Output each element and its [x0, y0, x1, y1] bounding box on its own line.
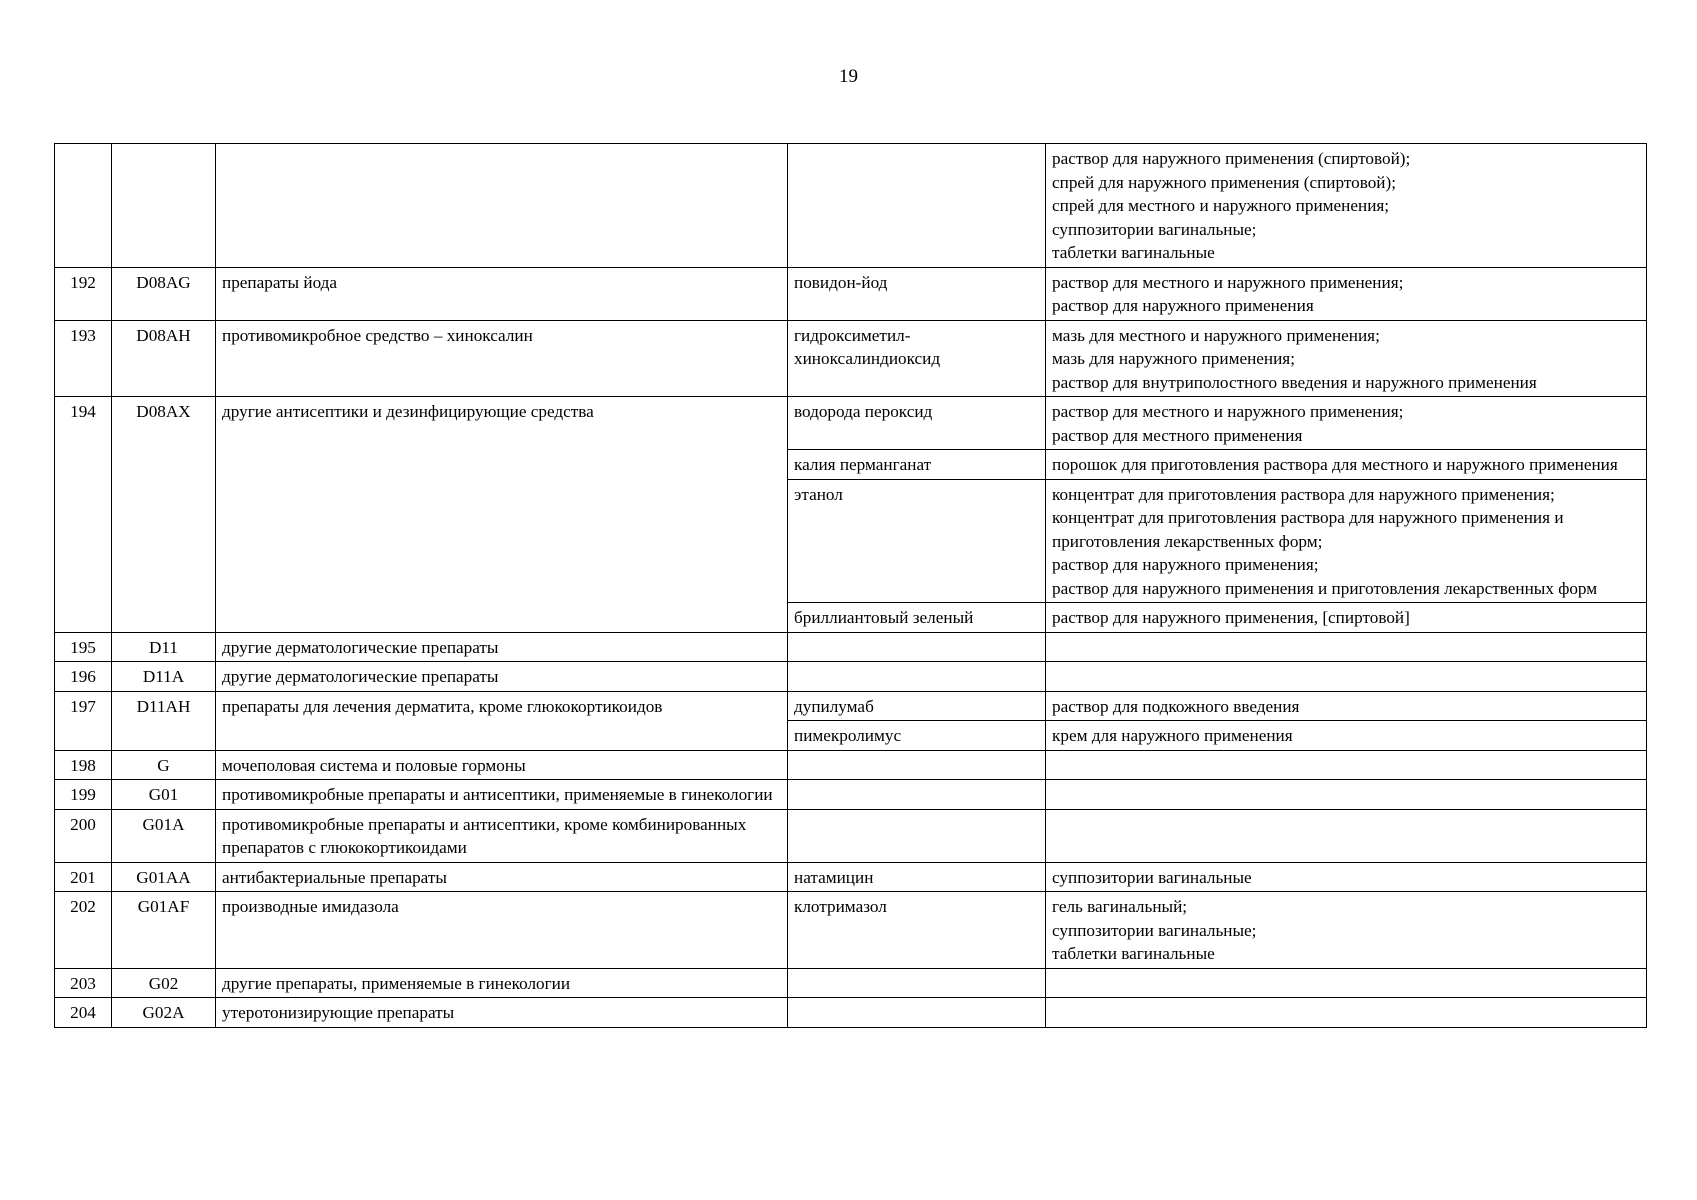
- dosage-form-cell: раствор для наружного применения (спиртовой); спрей для наружного применения (спиртовой); спрей для местного и наружного применения; суппозитории вагинальные; таблетки вагинальные: [1046, 144, 1647, 268]
- atc-code-cell: D08AX: [112, 397, 216, 633]
- drug-cell: повидон-йод: [788, 267, 1046, 320]
- atc-code-cell: G02: [112, 968, 216, 998]
- atc-code-cell: D11: [112, 632, 216, 662]
- drug-cell: [788, 780, 1046, 810]
- table-row: [55, 892, 1647, 969]
- dosage-form-cell: раствор для подкожного введения: [1046, 691, 1647, 721]
- row-number-cell: 199: [55, 780, 112, 810]
- row-number-cell: 195: [55, 632, 112, 662]
- drug-cell: [788, 662, 1046, 692]
- group-cell: производные имидазола: [216, 892, 788, 969]
- atc-code-cell: G01AF: [112, 892, 216, 969]
- drug-cell: [788, 968, 1046, 998]
- group-cell: противомикробные препараты и антисептики, применяемые в гинекологии: [216, 780, 788, 810]
- group-cell: противомикробное средство – хиноксалин: [216, 320, 788, 397]
- drug-cell: натамицин: [788, 862, 1046, 892]
- dosage-form-cell: [1046, 968, 1647, 998]
- table-row: [55, 691, 1647, 721]
- group-cell: антибактериальные препараты: [216, 862, 788, 892]
- table-row: [55, 397, 1647, 450]
- table-row: [55, 968, 1647, 998]
- group-cell: другие препараты, применяемые в гинекологии: [216, 968, 788, 998]
- drug-cell: пимекролимус: [788, 721, 1046, 751]
- drug-cell: бриллиантовый зеленый: [788, 603, 1046, 633]
- group-cell: противомикробные препараты и антисептики, кроме комбинированных препаратов с глюкокортикоидами: [216, 809, 788, 862]
- dosage-form-cell: суппозитории вагинальные: [1046, 862, 1647, 892]
- dosage-form-cell: порошок для приготовления раствора для местного и наружного применения: [1046, 450, 1647, 480]
- row-number-cell: 192: [55, 267, 112, 320]
- dosage-form-cell: [1046, 998, 1647, 1028]
- table-row: [55, 750, 1647, 780]
- row-number-cell: 197: [55, 691, 112, 750]
- drug-cell: дупилумаб: [788, 691, 1046, 721]
- row-number-cell: 193: [55, 320, 112, 397]
- dosage-form-cell: [1046, 662, 1647, 692]
- table-row: [55, 144, 1647, 268]
- table-row: [55, 662, 1647, 692]
- dosage-form-cell: раствор для местного и наружного применения; раствор для наружного применения: [1046, 267, 1647, 320]
- drug-cell: [788, 998, 1046, 1028]
- dosage-form-cell: крем для наружного применения: [1046, 721, 1647, 751]
- dosage-form-cell: [1046, 750, 1647, 780]
- group-cell: другие антисептики и дезинфицирующие средства: [216, 397, 788, 633]
- dosage-form-cell: [1046, 809, 1647, 862]
- drug-cell: водорода пероксид: [788, 397, 1046, 450]
- atc-code-cell: G: [112, 750, 216, 780]
- row-number-cell: [55, 144, 112, 268]
- atc-code-cell: G01A: [112, 809, 216, 862]
- table-row: [55, 320, 1647, 397]
- dosage-form-cell: [1046, 780, 1647, 810]
- dosage-form-cell: раствор для местного и наружного применения; раствор для местного применения: [1046, 397, 1647, 450]
- dosage-form-cell: концентрат для приготовления раствора для наружного применения; концентрат для приготовления раствора для наружного применения и приготовления лекарственных форм; раствор для наружного применения; раствор для наружного применения и приготовления лекарственных форм: [1046, 479, 1647, 603]
- atc-code-cell: [112, 144, 216, 268]
- group-cell: утеротонизирующие препараты: [216, 998, 788, 1028]
- group-cell: другие дерматологические препараты: [216, 662, 788, 692]
- atc-code-cell: D08AG: [112, 267, 216, 320]
- table-row: [55, 267, 1647, 320]
- group-cell: препараты для лечения дерматита, кроме глюкокортикоидов: [216, 691, 788, 750]
- group-cell: мочеполовая система и половые гормоны: [216, 750, 788, 780]
- drug-cell: [788, 632, 1046, 662]
- table-row: [55, 632, 1647, 662]
- group-cell: препараты йода: [216, 267, 788, 320]
- drug-cell: [788, 144, 1046, 268]
- atc-code-cell: D11A: [112, 662, 216, 692]
- dosage-form-cell: мазь для местного и наружного применения; мазь для наружного применения; раствор для внутриполостного введения и наружного применения: [1046, 320, 1647, 397]
- drug-cell: [788, 750, 1046, 780]
- atc-code-cell: G01: [112, 780, 216, 810]
- drug-cell: [788, 809, 1046, 862]
- group-cell: [216, 144, 788, 268]
- row-number-cell: 196: [55, 662, 112, 692]
- table-row: [55, 780, 1647, 810]
- row-number-cell: 201: [55, 862, 112, 892]
- atc-code-cell: D11AH: [112, 691, 216, 750]
- table-row: [55, 862, 1647, 892]
- row-number-cell: 203: [55, 968, 112, 998]
- row-number-cell: 200: [55, 809, 112, 862]
- page-number: 19: [839, 66, 858, 87]
- drug-cell: гидроксиметил- хиноксалиндиоксид: [788, 320, 1046, 397]
- dosage-form-cell: гель вагинальный; суппозитории вагинальные; таблетки вагинальные: [1046, 892, 1647, 969]
- table-row: [55, 809, 1647, 862]
- dosage-form-cell: [1046, 632, 1647, 662]
- drug-cell: калия перманганат: [788, 450, 1046, 480]
- group-cell: другие дерматологические препараты: [216, 632, 788, 662]
- atc-code-cell: G02A: [112, 998, 216, 1028]
- row-number-cell: 198: [55, 750, 112, 780]
- atc-code-cell: D08AH: [112, 320, 216, 397]
- row-number-cell: 202: [55, 892, 112, 969]
- drug-cell: клотримазол: [788, 892, 1046, 969]
- drug-cell: этанол: [788, 479, 1046, 603]
- atc-code-cell: G01AA: [112, 862, 216, 892]
- dosage-form-cell: раствор для наружного применения, [спиртовой]: [1046, 603, 1647, 633]
- row-number-cell: 204: [55, 998, 112, 1028]
- table-row: [55, 998, 1647, 1028]
- row-number-cell: 194: [55, 397, 112, 633]
- medicine-table: [54, 143, 1647, 1028]
